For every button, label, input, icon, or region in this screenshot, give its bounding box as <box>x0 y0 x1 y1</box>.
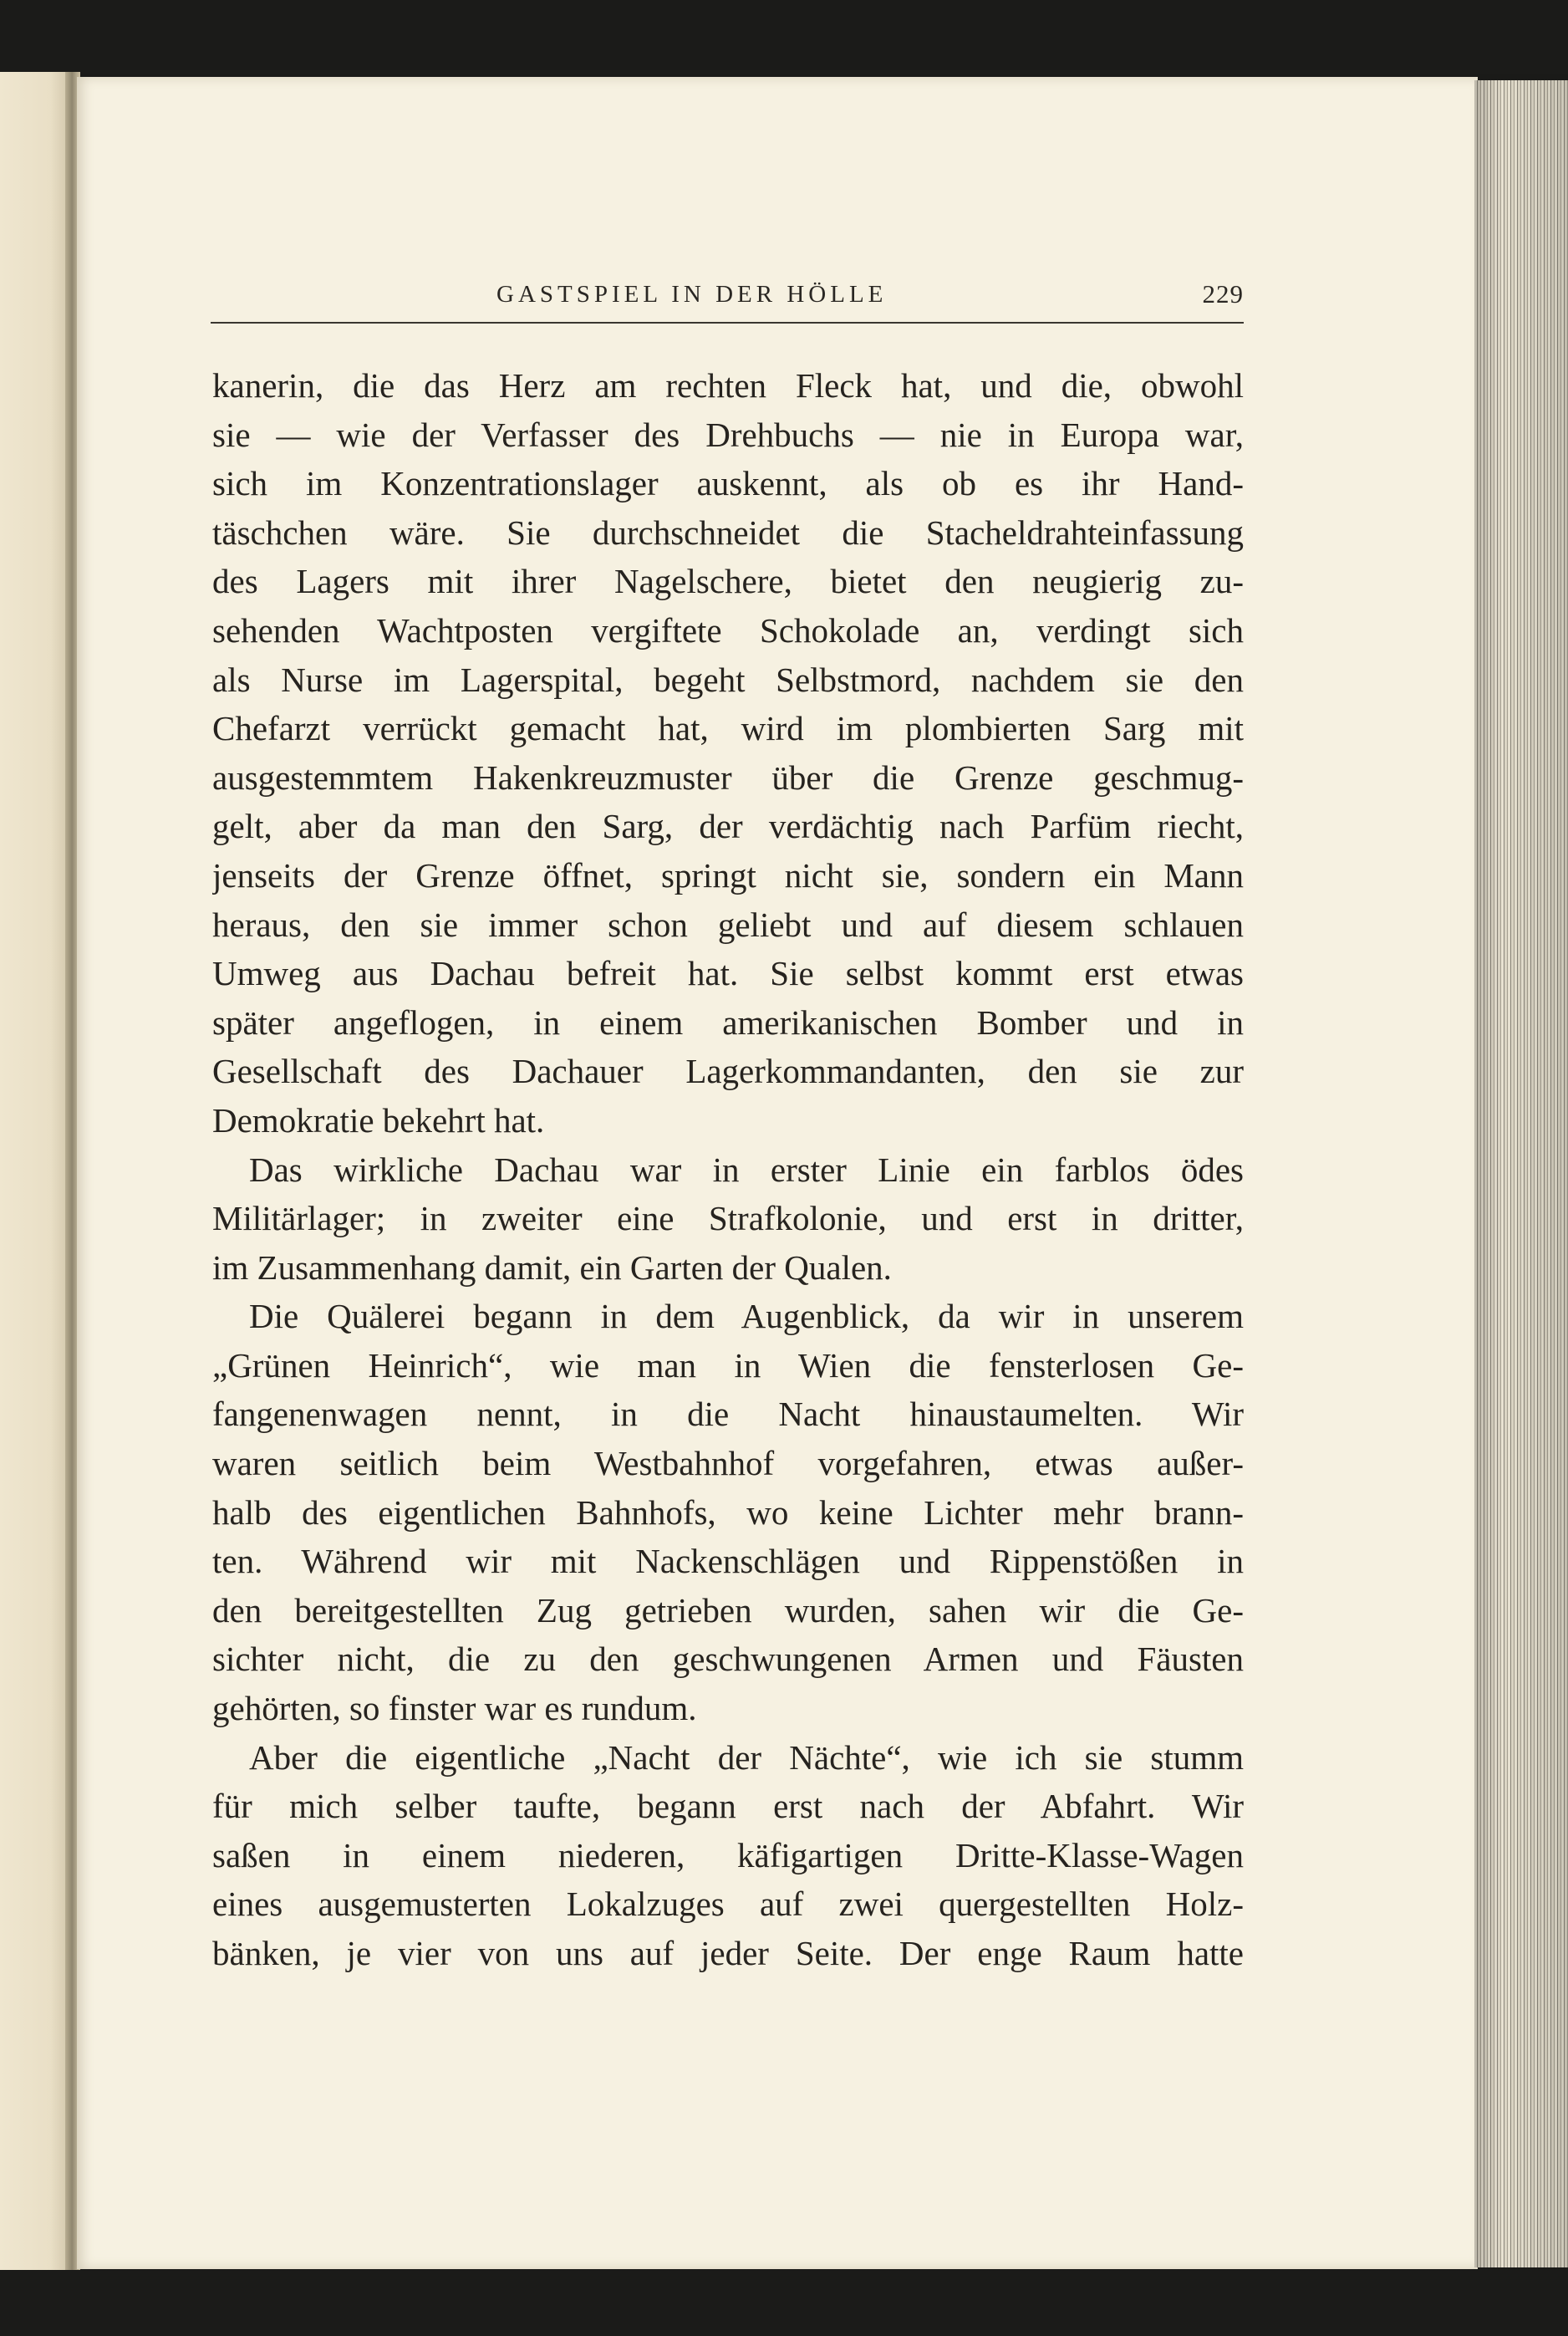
text-line: Chefarzt verrückt gemacht hat, wird im plombierten Sarg mit <box>212 709 1244 748</box>
text-line: Demokratie bekehrt hat. <box>212 1100 545 1140</box>
running-title: GASTSPIEL IN DER HÖLLE <box>496 281 888 308</box>
text-line: als Nurse im Lagerspital, begeht Selbstmord, nachdem sie den <box>212 660 1244 699</box>
scanner-background-top <box>0 0 1568 74</box>
text-line: saßen in einem niederen, käfigartigen Dritte-Klasse-Wagen <box>212 1835 1244 1874</box>
running-header <box>212 281 1244 323</box>
text-line: sehenden Wachtposten vergiftete Schokolade an, verdingt sich <box>212 610 1244 650</box>
text-line: sichter nicht, die zu den geschwungenen Armen und Fäusten <box>212 1640 1244 1679</box>
text-line: „Grünen Heinrich“, wie man in Wien die fensterlosen Ge- <box>212 1345 1244 1385</box>
text-line: den bereitgestellten Zug getrieben wurden, sahen wir die Ge- <box>212 1590 1244 1630</box>
text-line: Aber die eigentliche „Nacht der Nächte“, wie ich sie stumm <box>249 1737 1244 1777</box>
text-line: Gesellschaft des Dachauer Lagerkommandanten, den sie zur <box>212 1052 1244 1091</box>
facing-page-edge <box>0 72 72 2279</box>
text-line: waren seitlich beim Westbahnhof vorgefahren, etwas außer- <box>212 1444 1244 1483</box>
text-line: ausgestemmtem Hakenkreuzmuster über die Grenze geschmug- <box>212 757 1244 797</box>
header-rule <box>211 322 1244 324</box>
text-line: im Zusammenhang damit, ein Garten der Qualen. <box>212 1247 892 1287</box>
text-line: gelt, aber da man den Sarg, der verdächtig nach Parfüm riecht, <box>212 807 1244 846</box>
page-number: 229 <box>1202 279 1244 309</box>
text-line: des Lagers mit ihrer Nagelschere, bietet den neugierig zu- <box>212 562 1244 601</box>
text-line: eines ausgemusterten Lokalzuges auf zwei quergestellten Holz- <box>212 1885 1244 1924</box>
text-line: Das wirkliche Dachau war in erster Linie ein farblos ödes <box>249 1150 1244 1189</box>
text-line: Militärlager; in zweiter eine Strafkolonie, und erst in dritter, <box>212 1199 1244 1238</box>
text-line: ten. Während wir mit Nackenschlägen und Rippenstößen in <box>212 1542 1244 1581</box>
text-line: sich im Konzentrationslager auskennt, als ob es ihr Hand- <box>212 464 1244 503</box>
text-line: halb des eigentlichen Bahnhofs, wo keine Lichter mehr brann- <box>212 1492 1244 1532</box>
scanner-background-bottom <box>0 2270 1568 2336</box>
text-line: täschchen wäre. Sie durchschneidet die Stacheldrahteinfassung <box>212 513 1244 552</box>
text-line: Umweg aus Dachau befreit hat. Sie selbst kommt erst etwas <box>212 954 1244 993</box>
text-line: für mich selber taufte, begann erst nach der Abfahrt. Wir <box>212 1787 1244 1826</box>
text-line: jenseits der Grenze öffnet, springt nicht sie, sondern ein Mann <box>212 855 1244 895</box>
text-line: später angeflogen, in einem amerikanischen Bomber und in <box>212 1002 1244 1042</box>
text-line: Die Quälerei begann in dem Augenblick, da wir in unserem <box>249 1297 1244 1336</box>
text-line: fangenenwagen nennt, in die Nacht hinaustaumelten. Wir <box>212 1395 1244 1434</box>
text-line: bänken, je vier von uns auf jeder Seite. Der enge Raum hatte <box>212 1934 1244 1972</box>
text-line: sie — wie der Verfasser des Drehbuchs — nie in Europa war, <box>212 415 1244 454</box>
body-text <box>212 361 1244 1978</box>
text-line: heraus, den sie immer schon geliebt und auf diesem schlauen <box>212 905 1244 944</box>
text-line: gehörten, so finster war es rundum. <box>212 1689 697 1728</box>
text-line: kanerin, die das Herz am rechten Fleck hat, und die, obwohl <box>212 366 1244 405</box>
page-block-shade <box>1474 80 1568 2267</box>
